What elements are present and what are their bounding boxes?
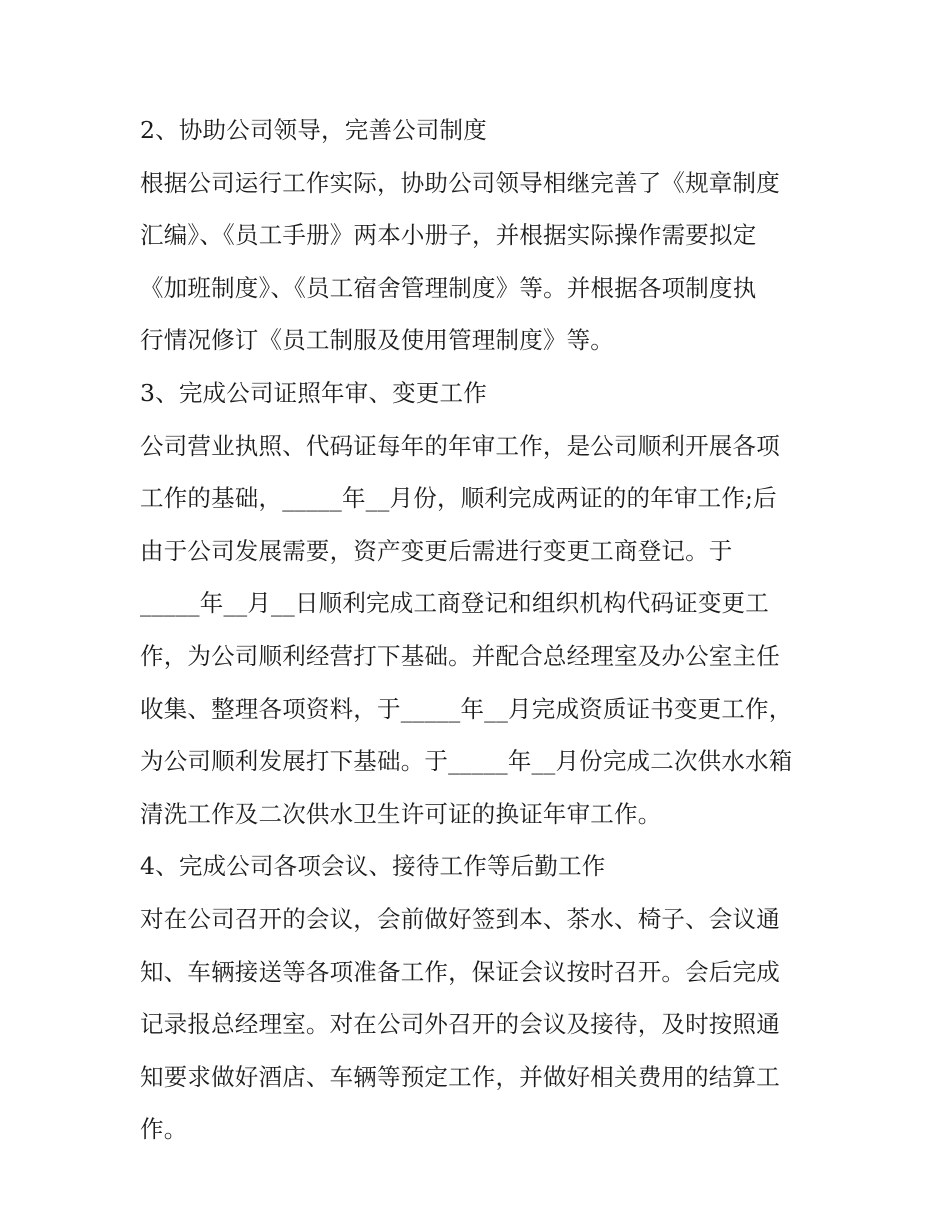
- paragraph-line: 对在公司召开的会议，会前做好签到本、茶水、椅子、会议通: [140, 904, 780, 933]
- section-heading-4: 4、完成公司各项会议、接待工作等后勤工作: [140, 852, 606, 881]
- paragraph-line: 知要求做好酒店、车辆等预定工作，并做好相关费用的结算工: [140, 1062, 780, 1091]
- paragraph-line: 由于公司发展需要，资产变更后需进行变更工商登记。于: [140, 536, 733, 565]
- paragraph-line: 记录报总经理室。对在公司外召开的会议及接待，及时按照通: [140, 1010, 780, 1039]
- document-body: [140, 108, 830, 1160]
- paragraph-line: 行情况修订《员工制服及使用管理制度》等。: [140, 326, 614, 355]
- paragraph-line: 收集、整理各项资料，于_____年__月完成资质证书变更工作，: [140, 694, 793, 723]
- paragraph-line: 清洗工作及二次供水卫生许可证的换证年审工作。: [140, 799, 662, 828]
- paragraph-line: 作。: [140, 1115, 188, 1144]
- paragraph-line: 根据公司运行工作实际，协助公司领导相继完善了《规章制度: [140, 168, 780, 197]
- paragraph-line: _____年__月__日顺利完成工商登记和组织机构代码证变更工: [140, 589, 769, 618]
- paragraph-line: 公司营业执照、代码证每年的年审工作，是公司顺利开展各项: [140, 431, 780, 460]
- paragraph-line: 作，为公司顺利经营打下基础。并配合总经理室及办公室主任: [140, 641, 780, 670]
- paragraph-line: 为公司顺利发展打下基础。于_____年__月份完成二次供水水箱: [140, 747, 793, 776]
- section-heading-2: 2、协助公司领导，完善公司制度: [140, 116, 487, 144]
- paragraph-line: 工作的基础，_____年__月份，顺利完成两证的的年审工作;后: [140, 484, 777, 513]
- paragraph-line: 知、车辆接送等各项准备工作，保证会议按时召开。会后完成: [140, 957, 780, 986]
- paragraph-line: 汇编》、《员工手册》两本小册子，并根据实际操作需要拟定: [140, 221, 757, 250]
- paragraph-line: 《加班制度》、《员工宿舍管理制度》等。并根据各项制度执: [140, 273, 757, 302]
- section-heading-3: 3、完成公司证照年审、变更工作: [140, 378, 487, 407]
